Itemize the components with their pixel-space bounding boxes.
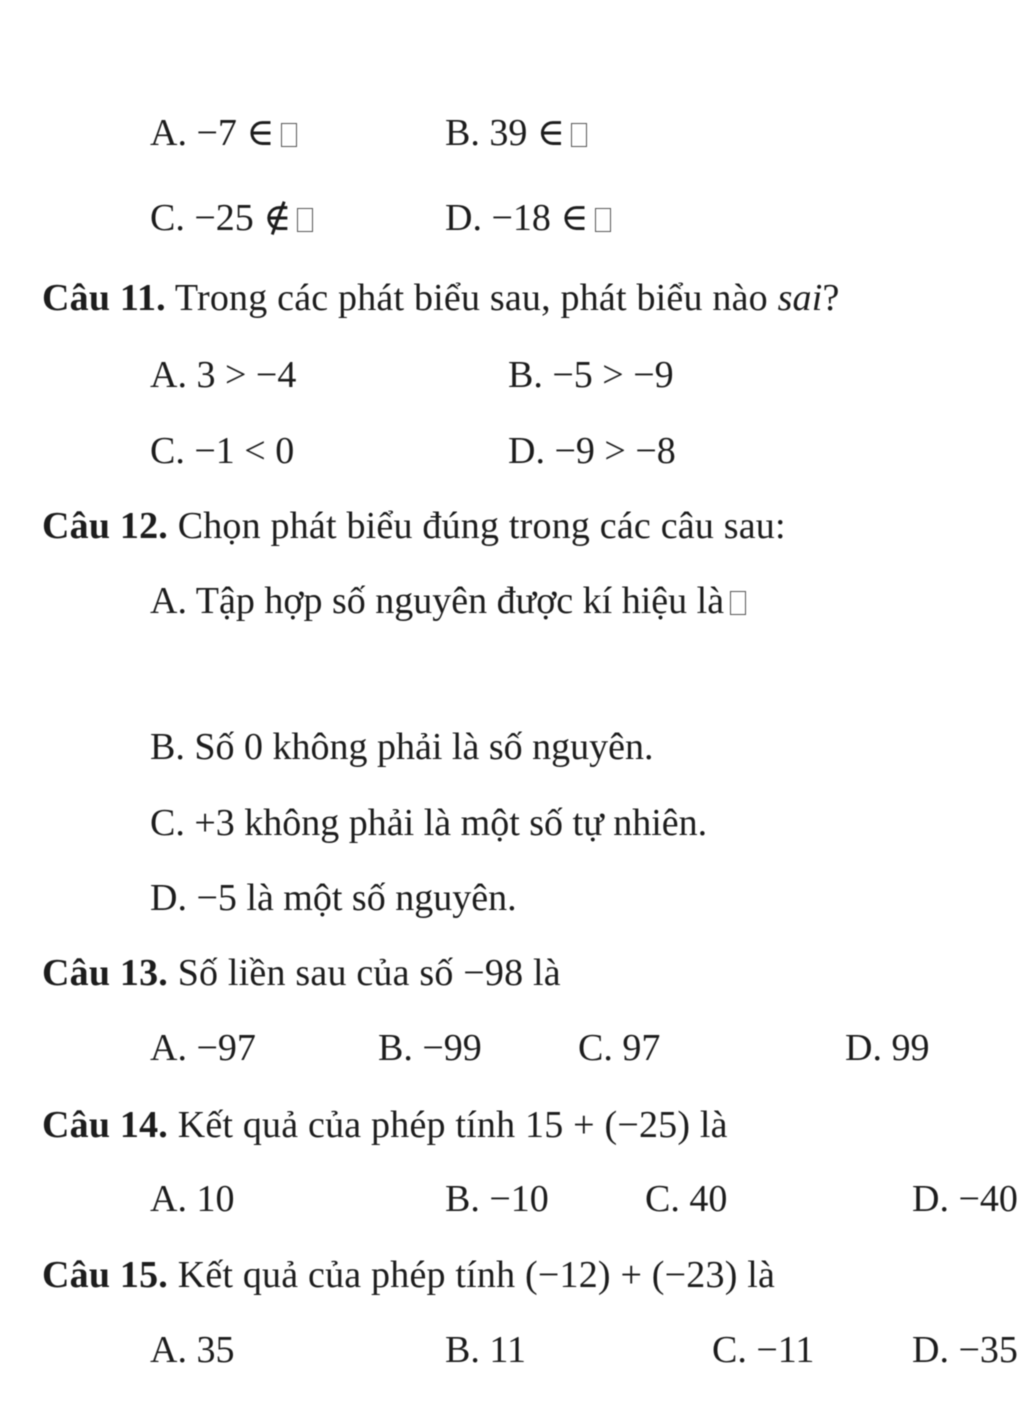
option-letter: B.	[445, 1178, 480, 1220]
question-15	[42, 1252, 775, 1298]
q14-option-a	[150, 1176, 234, 1222]
option-letter: A.	[150, 1329, 187, 1371]
option-letter: D.	[845, 1027, 882, 1069]
option-text: 10	[196, 1178, 235, 1220]
question-label: Câu 15.	[42, 1254, 168, 1296]
q11-option-c	[150, 428, 294, 474]
option-letter: C.	[150, 430, 185, 472]
q15-option-c	[712, 1327, 814, 1373]
option-text: Tập hợp số nguyên được kí hiệu là	[195, 580, 725, 622]
q14-option-c	[645, 1176, 727, 1222]
option-text: −11	[756, 1329, 815, 1371]
question-14	[42, 1102, 728, 1148]
option-text: 35	[196, 1329, 235, 1371]
option-text: 11	[489, 1329, 526, 1371]
option-text: 3 > −4	[196, 354, 297, 396]
prev-option-a	[150, 110, 297, 156]
option-letter: D.	[150, 877, 187, 919]
question-text: Kết quả của phép tính 15 + (−25) là	[177, 1104, 728, 1146]
option-letter: A.	[150, 354, 187, 396]
option-text: −5 là một số nguyên.	[196, 877, 517, 919]
q15-option-b	[445, 1327, 526, 1373]
q11-option-b	[508, 352, 674, 398]
option-letter: C.	[578, 1027, 613, 1069]
option-text: −7 ∈	[196, 112, 275, 154]
integer-set-symbol-icon	[297, 208, 313, 232]
option-letter: B.	[445, 112, 480, 154]
option-letter: D.	[912, 1329, 949, 1371]
q15-option-a	[150, 1327, 234, 1373]
q13-option-b	[378, 1025, 482, 1071]
option-letter: A.	[150, 1027, 187, 1069]
q14-option-b	[445, 1176, 549, 1222]
question-11	[42, 275, 840, 321]
option-letter: B.	[150, 726, 185, 768]
integer-set-symbol-icon	[595, 208, 611, 232]
question-text: Trong các phát biểu sau, phát biểu nào	[174, 277, 768, 319]
option-letter: A.	[150, 1178, 187, 1220]
option-letter: B.	[378, 1027, 413, 1069]
option-letter: C.	[150, 197, 185, 239]
q11-option-a	[150, 352, 296, 398]
option-text: −5 > −9	[552, 354, 674, 396]
option-text: Số 0 không phải là số nguyên.	[194, 726, 654, 768]
question-text: Kết quả của phép tính (−12) + (−23) là	[177, 1254, 776, 1296]
option-text: −97	[196, 1027, 256, 1069]
option-letter: C.	[712, 1329, 747, 1371]
option-text: 40	[689, 1178, 728, 1220]
q12-option-a	[150, 578, 746, 624]
question-13	[42, 950, 561, 996]
prev-option-c	[150, 195, 313, 241]
option-letter: D.	[445, 197, 482, 239]
option-text: −9 > −8	[554, 430, 676, 472]
option-letter: A.	[150, 112, 187, 154]
option-text: 99	[891, 1027, 930, 1069]
option-text: −1 < 0	[194, 430, 295, 472]
integer-set-symbol-icon	[281, 123, 297, 147]
option-letter: B.	[445, 1329, 480, 1371]
q11-option-d	[508, 428, 676, 474]
q12-option-c	[150, 800, 707, 846]
option-letter: A.	[150, 580, 187, 622]
q12-option-b	[150, 724, 654, 770]
option-text: +3 không phải là một số tự nhiên.	[194, 802, 708, 844]
option-text: 97	[622, 1027, 661, 1069]
integer-set-symbol-icon	[730, 591, 746, 615]
option-letter: B.	[508, 354, 543, 396]
q12-option-d	[150, 875, 517, 921]
prev-option-b	[445, 110, 587, 156]
option-letter: D.	[912, 1178, 949, 1220]
option-letter: C.	[645, 1178, 680, 1220]
option-text: −18 ∈	[491, 197, 589, 239]
question-text: Số liền sau của số −98 là	[177, 952, 561, 994]
question-label: Câu 11.	[42, 277, 166, 319]
option-text: −35	[958, 1329, 1018, 1371]
question-text: Chọn phát biểu đúng trong các câu sau:	[177, 505, 786, 547]
question-label: Câu 13.	[42, 952, 168, 994]
option-letter: C.	[150, 802, 185, 844]
q13-option-a	[150, 1025, 256, 1071]
option-text: −10	[489, 1178, 549, 1220]
q13-option-c	[578, 1025, 660, 1071]
q13-option-d	[845, 1025, 929, 1071]
question-label: Câu 12.	[42, 505, 168, 547]
option-text: −25 ∉	[194, 197, 292, 239]
question-end: ?	[822, 277, 840, 319]
option-text: −40	[958, 1178, 1018, 1220]
q15-option-d	[912, 1327, 1018, 1373]
prev-option-d	[445, 195, 611, 241]
option-text: 39 ∈	[489, 112, 565, 154]
integer-set-symbol-icon	[571, 123, 587, 147]
option-letter: D.	[508, 430, 545, 472]
question-label: Câu 14.	[42, 1104, 168, 1146]
question-emphasis: sai	[777, 277, 823, 319]
q14-option-d	[912, 1176, 1018, 1222]
option-text: −99	[422, 1027, 482, 1069]
question-12	[42, 503, 786, 549]
